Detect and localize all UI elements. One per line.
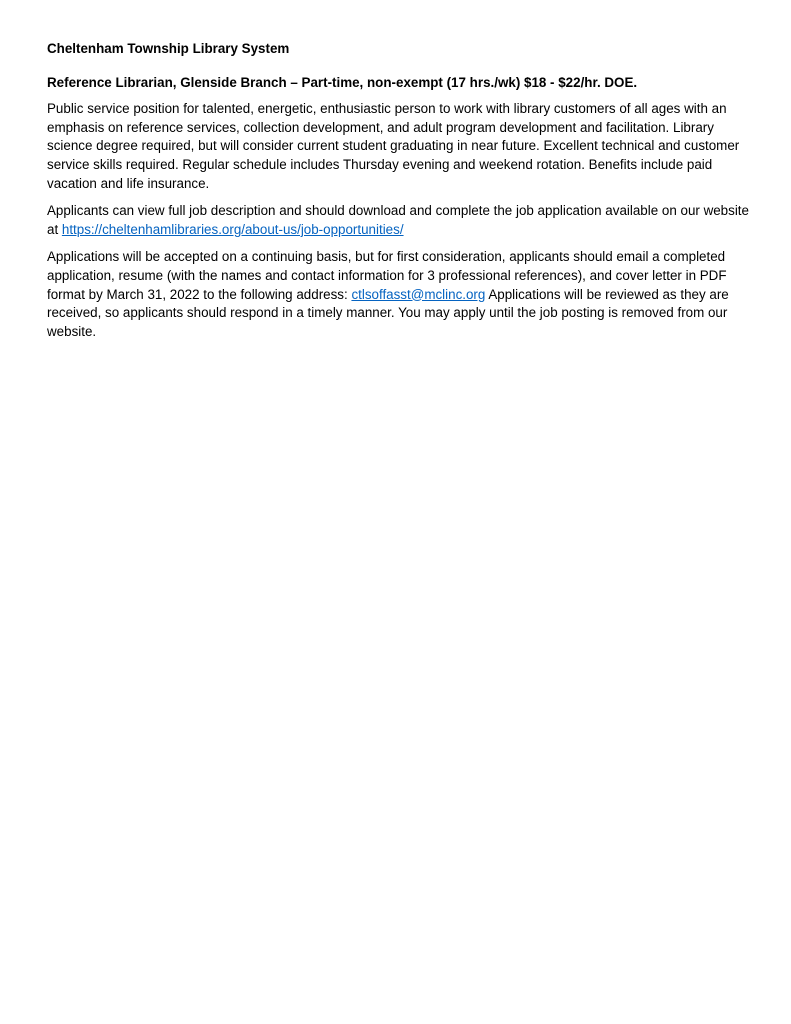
submission-details <box>47 248 759 341</box>
position-description: Public service position for talented, energetic, enthusiastic person to work with library customers of all ages with an emphasis on reference services, collection development, and adult program development and facilitation. Library science degree required, but will consider current student graduating in near future. Excellent technical and customer service skills required. Regular schedule includes Thursday evening and weekend rotation. Benefits include paid vacation and life insurance. <box>47 101 740 191</box>
job-title: Reference Librarian, Glenside Branch – Part-time, non-exempt (17 hrs./wk) $18 - $22/hr. DOE. <box>47 74 638 90</box>
contact-email-link[interactable]: ctlsoffasst@mclinc.org <box>351 286 486 302</box>
organization-name: Cheltenham Township Library System <box>47 41 290 56</box>
document-page <box>47 40 759 350</box>
submission-details-tail: Applications will be reviewed as they are received, so applicants should respond in a timely manner. You may apply until the job posting is removed from our website. <box>47 286 729 339</box>
application-instructions-text: Applicants can view full job description and should download and complete the job application available on our website at <box>47 203 749 237</box>
application-instructions <box>47 202 759 239</box>
submission-details-text: Applications will be accepted on a continuing basis, but for first consideration, applicants should email a completed application, resume (with the names and contact information for 3 professional references), and cover letter in PDF format by March 31, 2022 to the following address: <box>47 249 727 302</box>
job-opportunities-link[interactable]: https://cheltenhamlibraries.org/about-us/job-opportunities/ <box>61 221 404 237</box>
